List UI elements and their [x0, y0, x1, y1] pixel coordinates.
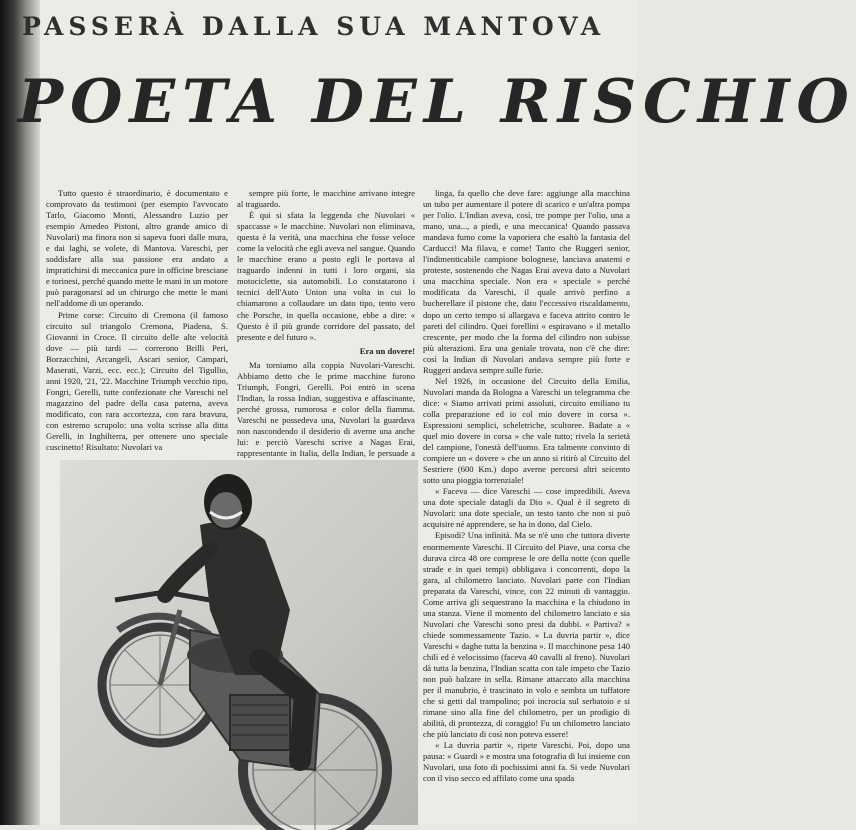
paragraph: « La duvria partir », ripete Vareschi. Poi, dopo una pausa: « Guardi » e mostra una fotografia di lui insieme con Nuvolari, una foto di pochissimi anni fa. Si vede Nuvolari con il viso secco ed affilato come una spada: [423, 740, 630, 784]
paragraph: « Faceva — dice Vareschi — cose impredibili. Aveva una dote speciale datagli da Dio ». Qual è il segreto di Nuvolari: una dote speciale, un testo tanto che non si può acquisire né apprendere, se ha in dono, dal Cielo.: [423, 486, 630, 530]
text-column-2: [237, 188, 415, 459]
text-column-1: [46, 188, 228, 453]
paragraph: Episodi? Una infinità. Ma se n'è uno che tuttora diverte enormemente Vareschi. Il Circuito del Piave, una corsa che durava circa 48 ore comprese le ore della notte (con quelle strade e in quei tempi) obbligava i concorrenti, dopo la gara, al chilometro lanciato. Nuvolari parte con l'Indian preparata da Vareschi, vince, con 22 minuti di vantaggio. Come arriva gli sequestrano la macchina e la chiudono in una stanza. Viene il momento del chilometro lanciato e sia Nuvolari che Vareschi sono presi da dubbi. « Partiva? » chiede sommessamente Tazio. « La duvria partir », dice Vareschi « daghe tutta la benzina ». Il macchinone pesa 140 chili ed è velocissimo (faceva 40 cavalli al freno). Nuvolari dà tutta la benzina, l'Indian scatta con tale impeto che Tazio non può balzare in sella. Rimane attaccato alla macchina per il manubrio, è trascinato in volo e sembra un tuffatore che si getti dal trampolino; poi incrocia sul serbatoio e si rimane sino alla fine del chilometro, per un prodigio di abilità, di prontezza, di coraggio! Fu un chilometro lanciato che più lanciato di così non poteva essere!: [423, 530, 630, 740]
paragraph: Ma torniamo alla coppia Nuvolari-Vareschi. Abbiamo detto che le prime macchine furono Triumph, Fongri, Gerelli. Poi entrò in scena l'Indian, la rossa Indian, suggestiva e affascinante, perché grossa, rumorosa e color della fiamma. Vareschi ne possedeva una, Nuvolari la guardava non nascondendo il desiderio di averne una anche lui: e perciò Vareschi scrive a Nagas Erai, rappresentante in Italia, della Indian, le persuade a: [237, 359, 415, 459]
rider-on-motorcycle-photo: [60, 460, 418, 825]
paragraph: È qui si sfata la leggenda che Nuvolari « spaccasse » le macchine. Nuvolari non eliminava, questa è la verità, una macchina che fosse veloce come la velocità che egli aveva nel sangue. Quando le macchine erano a posto egli le portava al traguardo indenni in tutti i loro organi, sia motociclette, sia automobili. Lo constatarono i tecnici dell'Auto Union una volta in cui lo chiamarono a collaudare un dato tipo, tento vero che Porsche, in quella occasione, ebbe a dire: « Questo è il più grande corridore del passato, del presente e del futuro ».: [237, 210, 415, 342]
paragraph: sempre più forte, le macchine arrivano integre al traguardo.: [237, 188, 415, 210]
paragraph: Nel 1926, in occasione del Circuito della Emilia, Nuvolari manda da Bologna a Vareschi un telegramma che dice: « Siamo arrivati primi assoluti, circuito emiliano tu colla preparazione ed io col mio dovere in corsa ». Espressioni semplici, scheletriche, scultoree. Badate a « quel mio dovere in corsa » che vale tutto; rivela la serietà del campione, l'onestà dell'uomo. Era talmente convinto di compiere un « dovere » che un anno si ritirò al Circuito del Sestriere (600 Km.) dopo averne percorsi altri seicento sotto una pioggia torrenziale!: [423, 375, 630, 486]
paragraph: linga, fa quello che deve fare: aggiunge alla macchina un tubo per aumentare il potere di scarico e un'altra pompa per l'olio. L'Indian aveva, così, tre pompe per l'olio, una a mano, una..., a piedi, e una meccanica! Quando passava mandava fumo come la vaporiera che esaltò la fantasia del Carducci! Ma filava, e come! Tanto che Ruggeri senior, l'indimenticabile campione bolognese, lanciava anatemi e proteste, sostenendo che Nagas Erai aveva dato a Nuvolari una macchina speciale. Non era « speciale » perché modificata da Vareschi, il quale arrivò perfino a bucherellare il pistone che, dato l'eccessivo riscaldamento, dopo un certo tempo si allargava e faceva attrito contro le pareti del cilindro. Quei forellini « espiravano » il metallo crescente, per modo che la forma del cilindro non subisse più alterazioni. Era una geniale trovata, non c'è che dire: così la Indian di Nuvolari andava sempre più forte e Ruggeri andava sempre sulle furie.: [423, 188, 630, 375]
paragraph: Prime corse: Circuito di Cremona (il famoso circuito sul triangolo Cremona, Piadena, S. Giovanni in Croce. Il circuito delle alte velocità dove — più tardi — correrono Brilli Peri, Borzacchini, Arcangeli, Ascari senior, Campari, Maserati, Varzi, ecc. ecc.); Circuito del Tigullio, anni 1920, '21, '22. Macchine Triumph vecchio tipo, Fongri, Gerelli, tutte confezionate che Vareschi nel magazzino del padre della casa paterna, aveva modificato, con rara accortezza, con rara bravura, con estremo scrupolo: una volta scrisse alla ditta Gerelli, in Inghilterra, per ottenere uno speciale cuscinetto! Risultato: Nuvolari va: [46, 309, 228, 453]
article-title: POETA DEL RISCHIO: [18, 67, 856, 137]
kicker-heading: PASSERÀ DALLA SUA MANTOVA: [22, 12, 606, 41]
paragraph: Tutto questo è straordinario, è documentato e comprovato da testimoni (per esempio l'avvocato Tarlo, Giacomo Monti, Alessandro Luzio per esempio Amedeo Pistoni, altro grande amico di Nuvolari) ma finora non si sapeva fuori dalle mura, e dai laghi, se volete, di Mantova. Vareschi, per soddisfare alla sua passione era andato a impratichirsi di meccanica pure in officine bresciane e torinesi, perché quando mette le mani in un motore può paragonarsi ad un chirurgo che mette le mani nell'addome di un operando.: [46, 188, 228, 309]
section-subheading: Era un dovere!: [359, 345, 415, 356]
text-column-3: [423, 188, 630, 825]
